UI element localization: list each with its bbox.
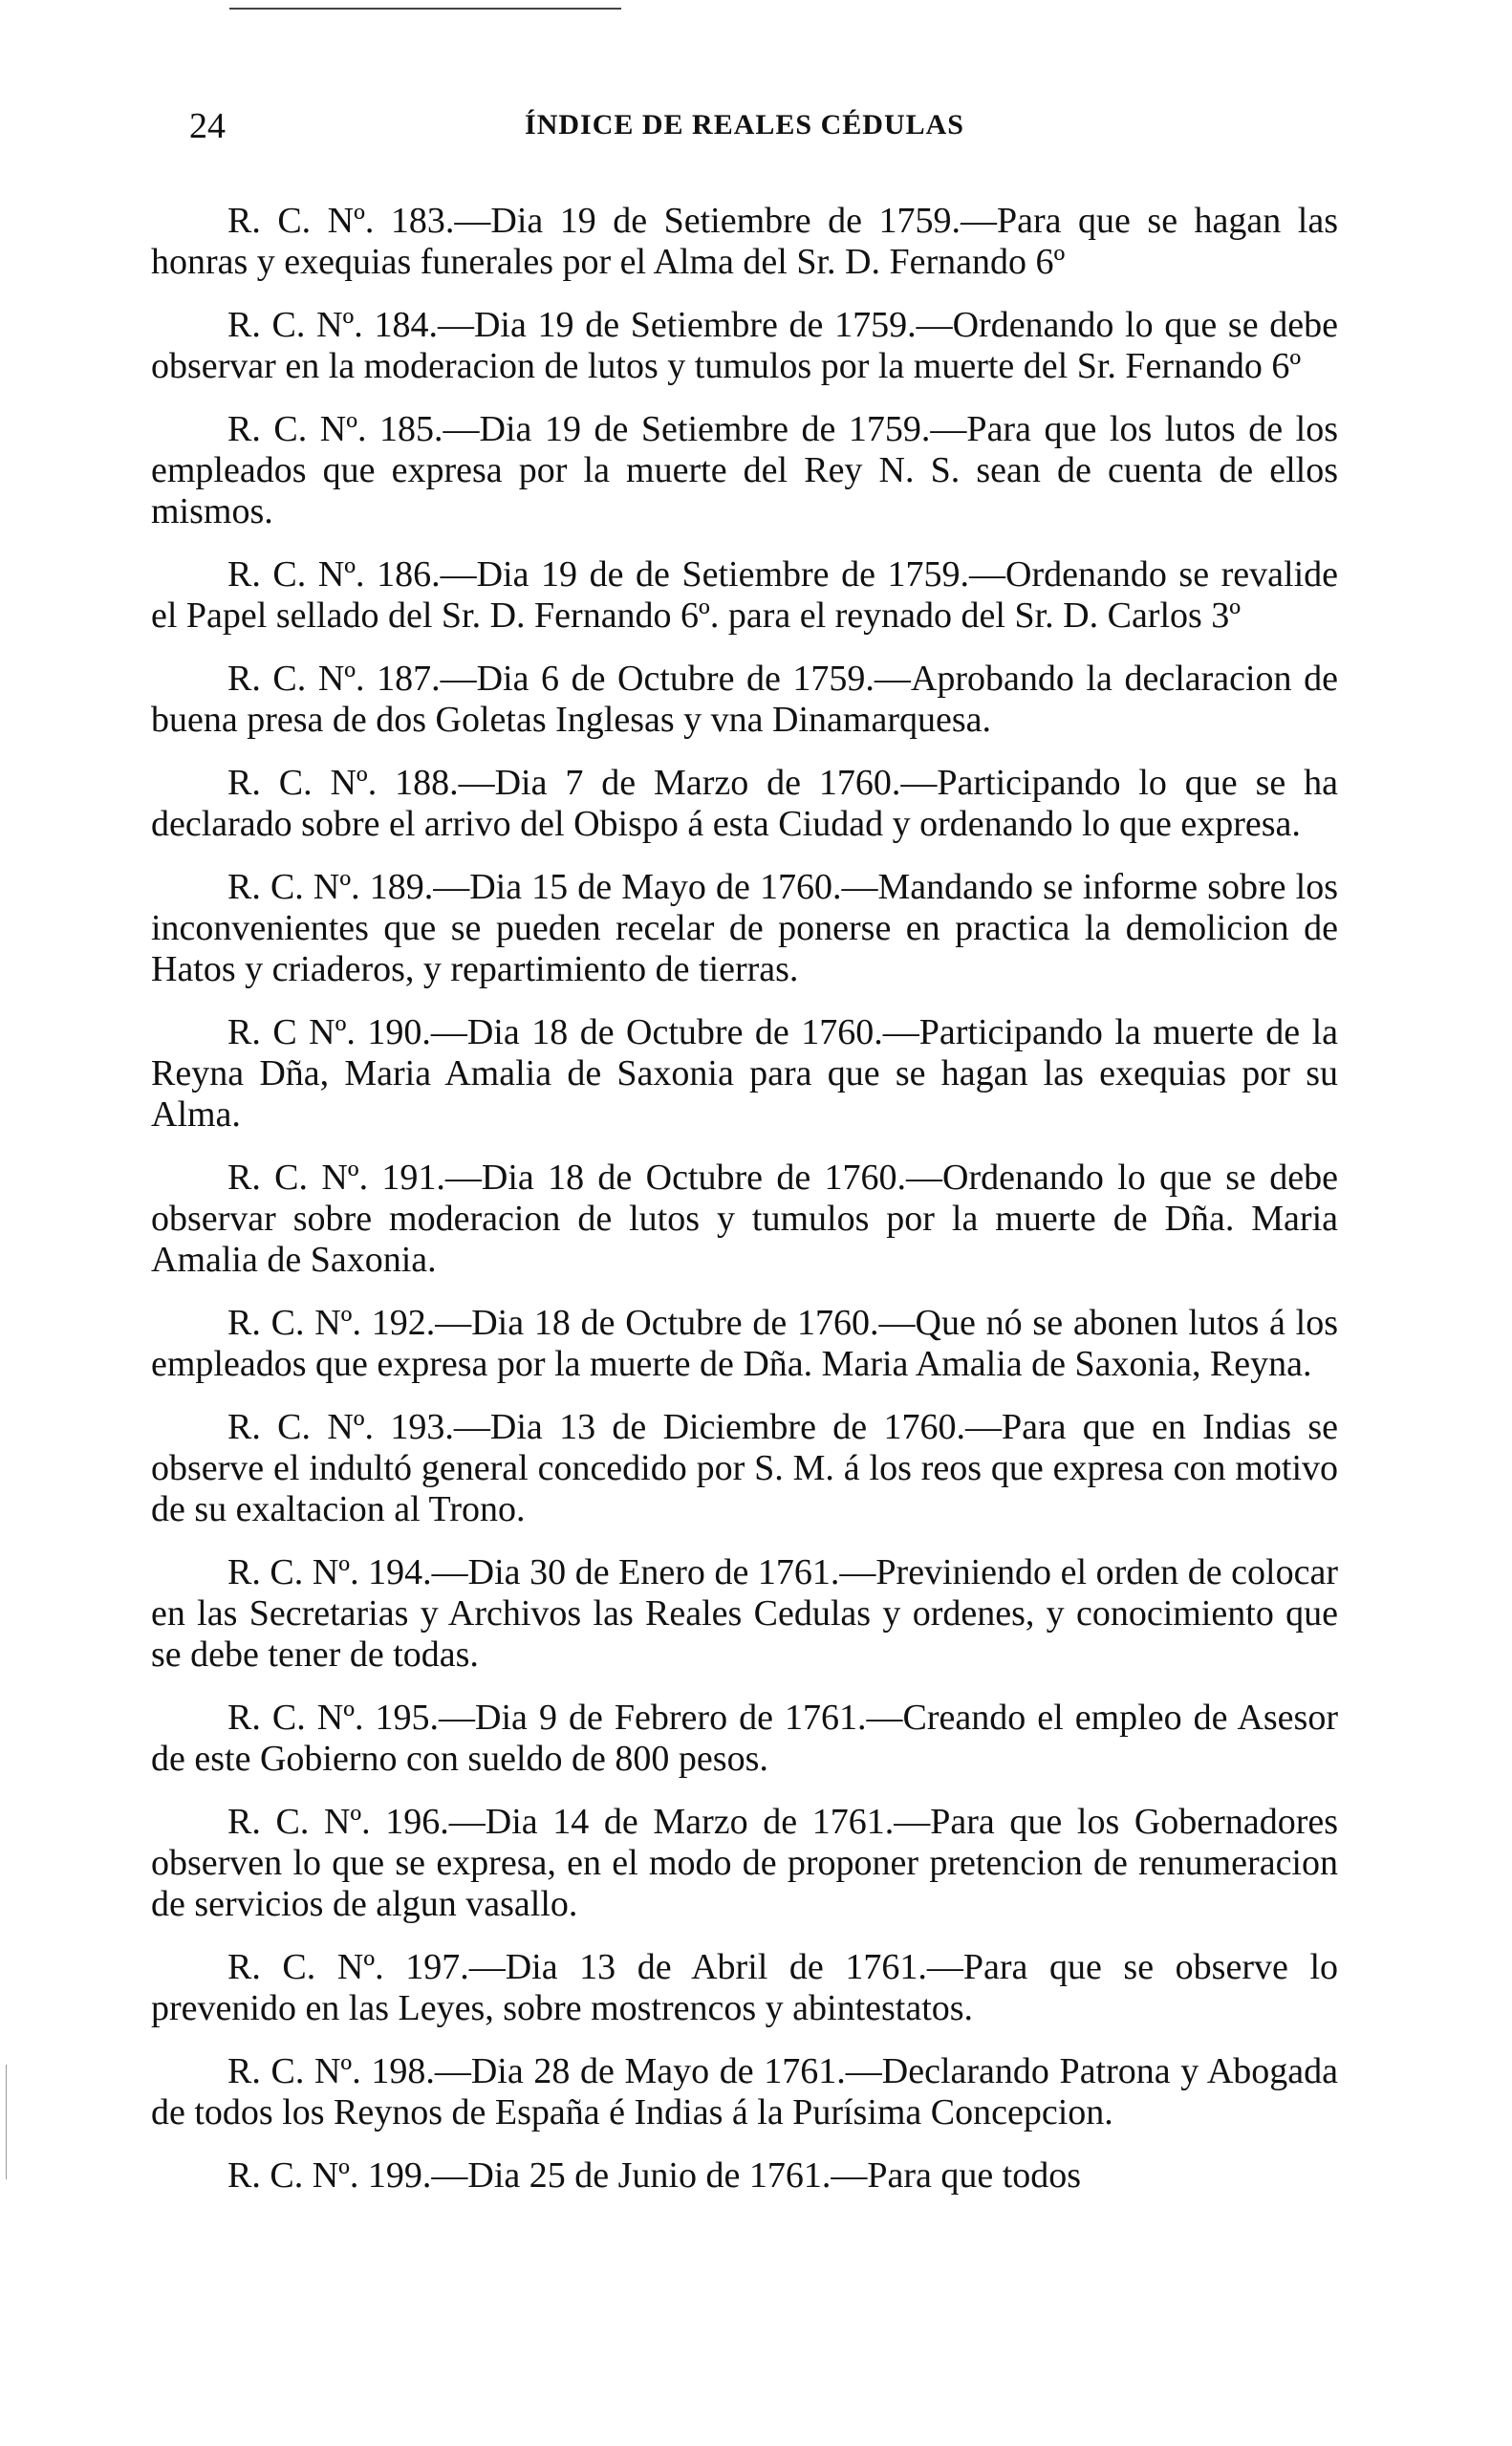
entry-190: R. C Nº. 190.—Dia 18 de Octubre de 1760.—Participando la muerte de la Reyna Dña, Maria Amalia de Saxonia para que se hagan las exequias por su Alma. bbox=[151, 1012, 1338, 1135]
entry-197: R. C. Nº. 197.—Dia 13 de Abril de 1761.—Para que se observe lo prevenido en las Leyes, sobre mostrencos y abintestatos. bbox=[151, 1947, 1338, 2028]
entry-list bbox=[151, 201, 1338, 2197]
entry-188: R. C. Nº. 188.—Dia 7 de Marzo de 1760.—Participando lo que se ha declarado sobre el arrivo del Obispo á esta Ciudad y ordenando lo que expresa. bbox=[151, 763, 1338, 844]
entry-194: R. C. Nº. 194.—Dia 30 de Enero de 1761.—Previniendo el orden de colocar en las Secretarias y Archivos las Reales Cedulas y ordenes, y conocimiento que se debe tener de todas. bbox=[151, 1552, 1338, 1675]
page-number: 24 bbox=[189, 106, 226, 146]
entry-193: R. C. Nº. 193.—Dia 13 de Diciembre de 1760.—Para que en Indias se observe el indultó general concedido por S. M. á los reos que expresa con motivo de su exaltacion al Trono. bbox=[151, 1407, 1338, 1529]
entry-189: R. C. Nº. 189.—Dia 15 de Mayo de 1760.—Mandando se informe sobre los inconvenientes que se pueden recelar de ponerse en practica la demolicion de Hatos y criaderos, y repartimiento de tierras. bbox=[151, 867, 1338, 989]
top-rule bbox=[229, 8, 621, 10]
page-header bbox=[151, 105, 1338, 162]
entry-199: R. C. Nº. 199.—Dia 25 de Junio de 1761.—Para que todos bbox=[227, 2155, 1082, 2196]
entry-195: R. C. Nº. 195.—Dia 9 de Febrero de 1761.—Creando el empleo de Asesor de este Gobierno con sueldo de 800 pesos. bbox=[151, 1698, 1338, 1779]
entry-185: R. C. Nº. 185.—Dia 19 de Setiembre de 1759.—Para que los lutos de los empleados que expresa por la muerte del Rey N. S. sean de cuenta de ellos mismos. bbox=[151, 409, 1338, 531]
entry-186: R. C. Nº. 186.—Dia 19 de de Setiembre de 1759.—Ordenando se revalide el Papel sellado del Sr. D. Fernando 6º. para el reynado del Sr. D. Carlos 3º bbox=[151, 554, 1338, 636]
entry-183: R. C. Nº. 183.—Dia 19 de Setiembre de 1759.—Para que se hagan las honras y exequias funerales por el Alma del Sr. D. Fernando 6º bbox=[151, 201, 1338, 282]
running-head: ÍNDICE DE REALES CÉDULAS bbox=[525, 109, 964, 141]
entry-187: R. C. Nº. 187.—Dia 6 de Octubre de 1759.—Aprobando la declaracion de buena presa de dos Goletas Inglesas y vna Dinamarquesa. bbox=[151, 659, 1338, 740]
entry-184: R. C. Nº. 184.—Dia 19 de Setiembre de 1759.—Ordenando lo que se debe observar en la moderacion de lutos y tumulos por la muerte del Sr. Fernando 6º bbox=[151, 305, 1338, 386]
entry-196: R. C. Nº. 196.—Dia 14 de Marzo de 1761.—Para que los Gobernadores observen lo que se expresa, en el modo de proponer pretencion de renumeracion de servicios de algun vasallo. bbox=[151, 1802, 1338, 1924]
page bbox=[151, 105, 1338, 2197]
margin-mark bbox=[6, 2065, 7, 2179]
entry-198: R. C. Nº. 198.—Dia 28 de Mayo de 1761.—Declarando Patrona y Abogada de todos los Reynos de España é Indias á la Purísima Concepcion. bbox=[151, 2051, 1338, 2132]
entry-191: R. C. Nº. 191.—Dia 18 de Octubre de 1760.—Ordenando lo que se debe observar sobre moderacion de lutos y tumulos por la muerte de Dña. Maria Amalia de Saxonia. bbox=[151, 1158, 1338, 1280]
entry-192: R. C. Nº. 192.—Dia 18 de Octubre de 1760.—Que nó se abonen lutos á los empleados que expresa por la muerte de Dña. Maria Amalia de Saxonia, Reyna. bbox=[151, 1303, 1338, 1384]
